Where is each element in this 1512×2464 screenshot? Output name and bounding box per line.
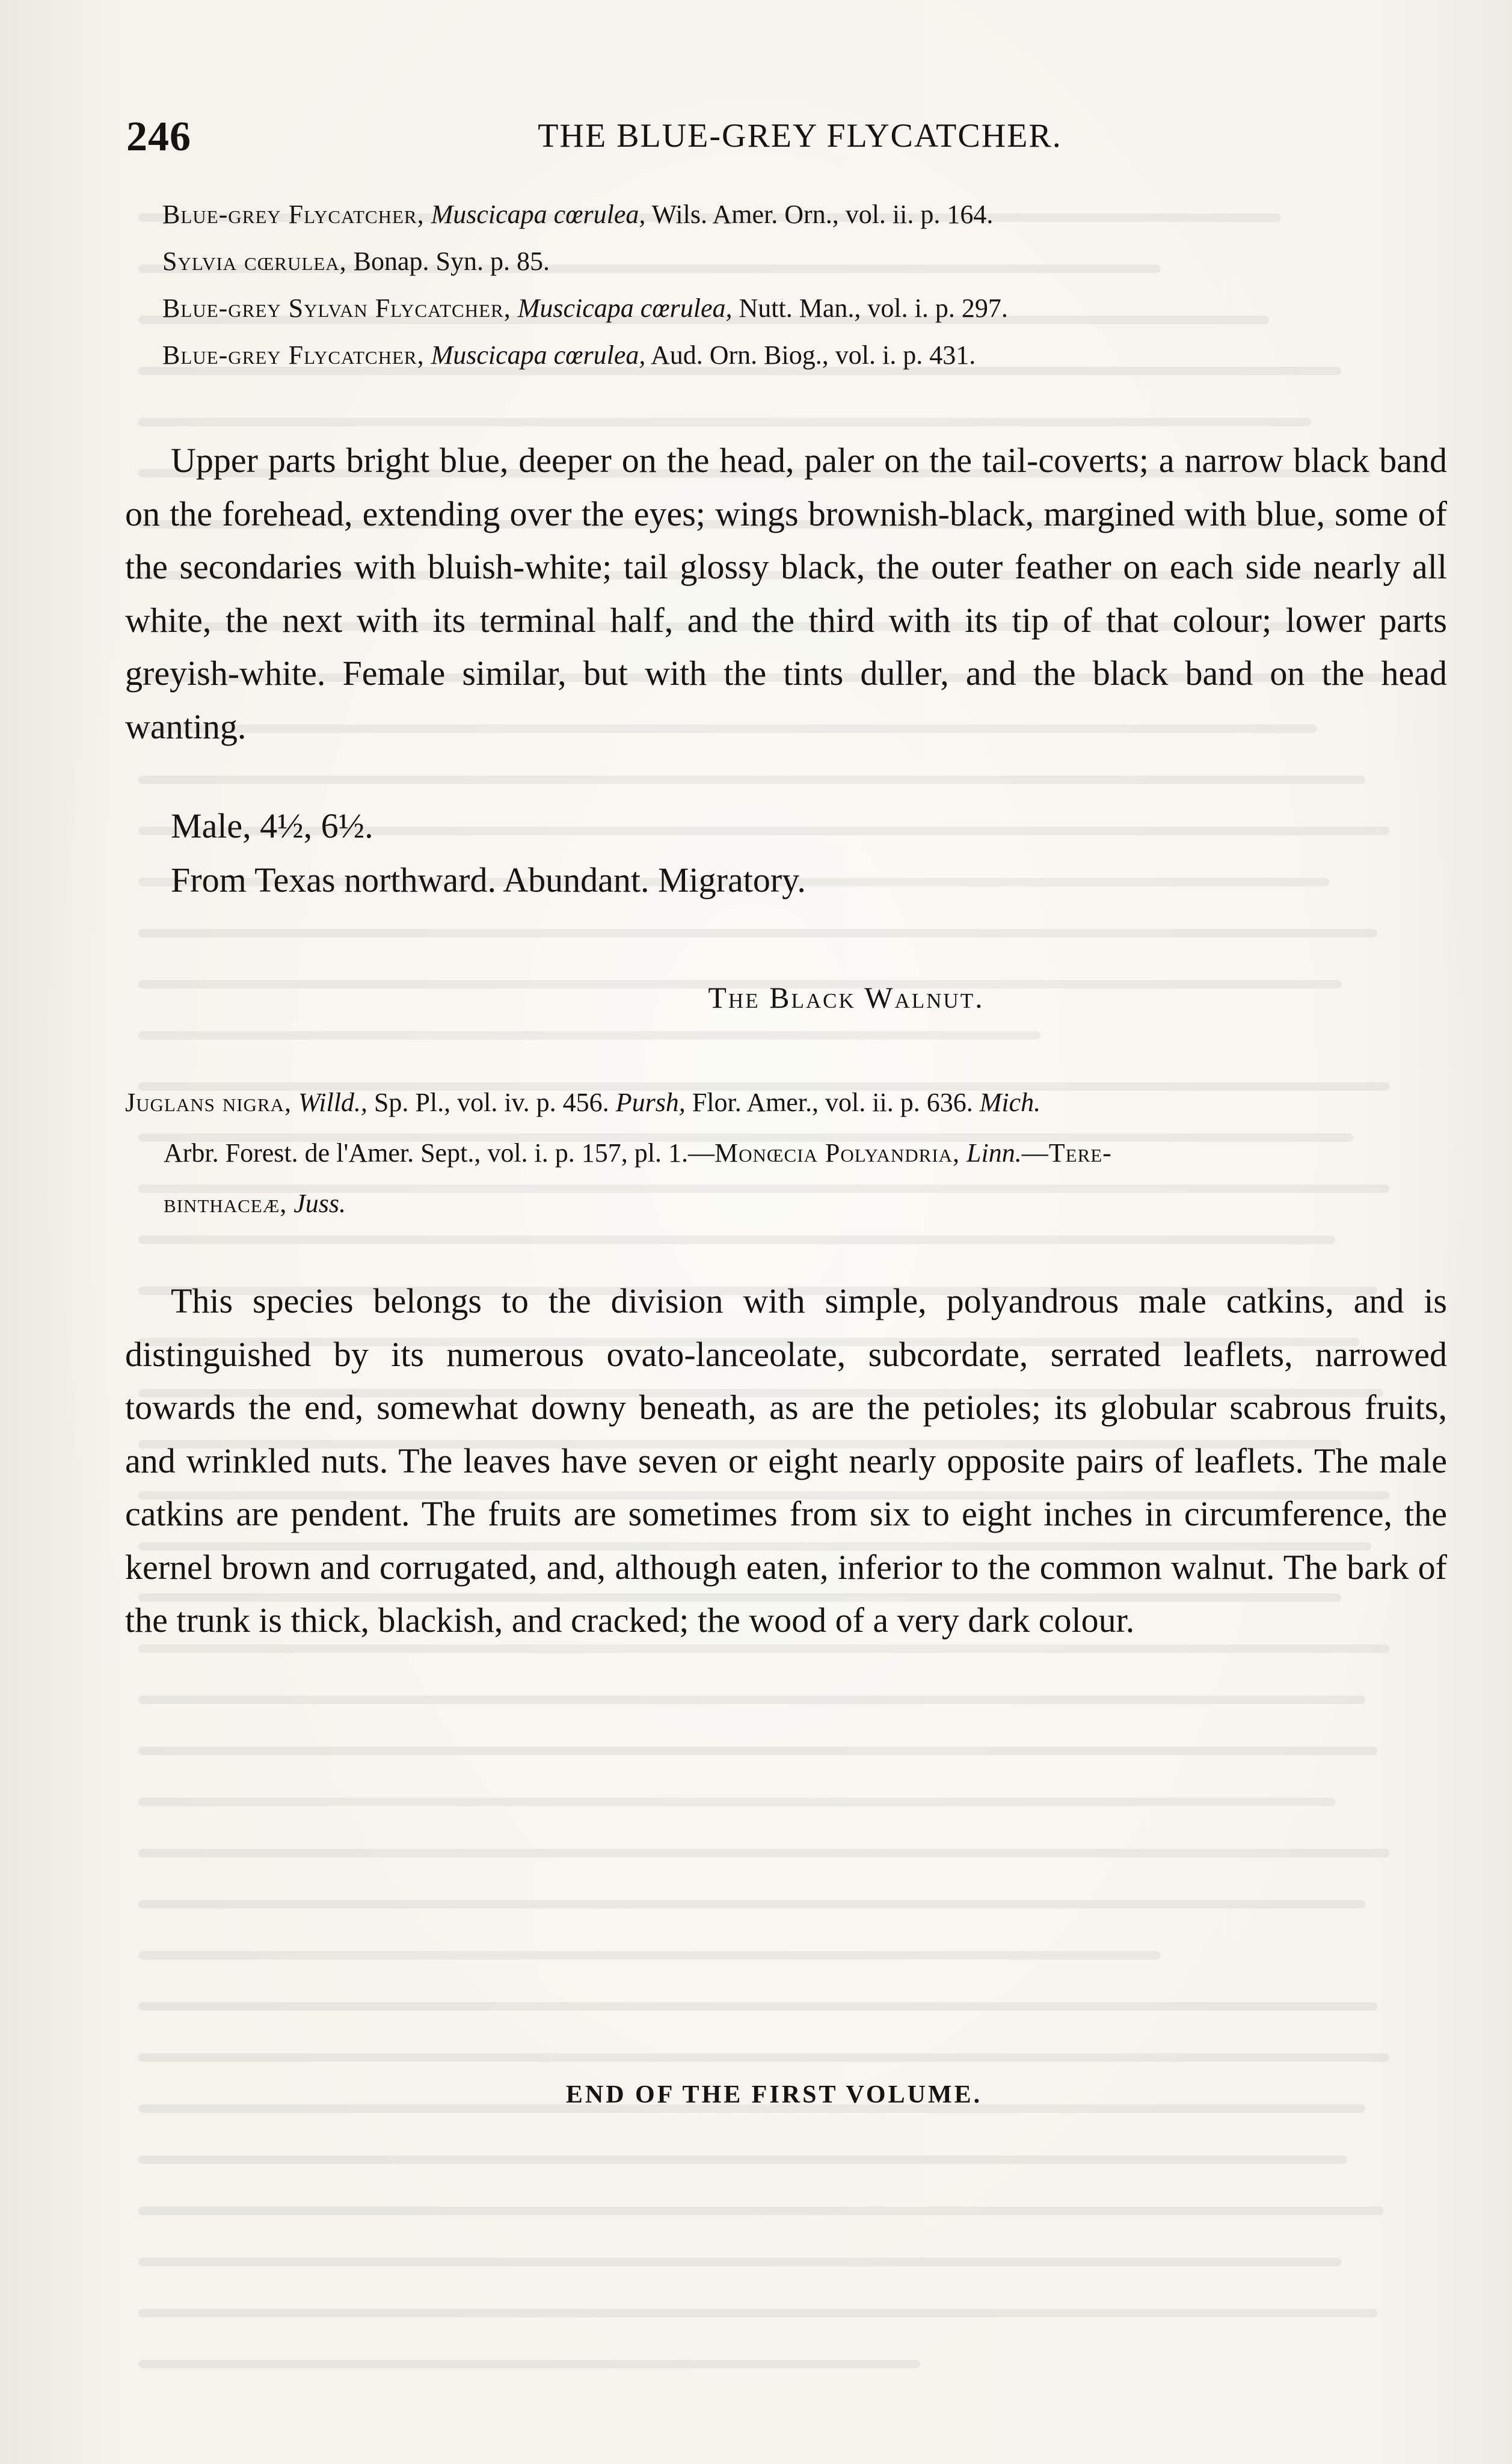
synonym-name: Blue-grey Sylvan Flycatcher, <box>162 293 511 323</box>
walnut-paragraph: This species belongs to the division with simple, polyandrous male catkins, and is distinguished by its numerous ovato-lanceolate, subcordate, serrated leaflets, narrowed towards the end, somewhat downy beneath, as are the petioles; its globular scabrous fruits, and wrinkled nuts. The leaves have seven or eight nearly opposite pairs of leaflets. The male catkins are pendent. The fruits are sometimes from six to eight inches in circumference, the kernel brown and corrugated, and, although eaten, inferior to the common walnut. The bark of the trunk is thick, blackish, and cracked; the wood of a very dark colour. <box>125 1281 1447 1640</box>
synonym-authority: Pursh, <box>615 1088 686 1117</box>
synonym-reference: Bonap. Syn. p. 85. <box>353 247 550 276</box>
synonym-authority: Linn. <box>967 1138 1022 1168</box>
synonym-latin: Muscicapa cœrulea, <box>431 200 646 229</box>
synonym-name: binthaceæ, <box>164 1189 287 1218</box>
walnut-synonym-line <box>125 1178 1447 1229</box>
synonym-line <box>162 238 1425 285</box>
synonym-latin: Muscicapa cœrulea, <box>431 340 646 370</box>
page-number: 246 <box>126 114 191 160</box>
bird-description <box>125 434 1447 753</box>
synonym-name: Juglans nigra, <box>125 1088 292 1117</box>
synonym-reference: Flor. Amer., vol. ii. p. 636. <box>685 1088 980 1117</box>
synonym-reference: Wils. Amer. Orn., vol. ii. p. 164. <box>651 200 994 229</box>
synonym-authority: Mich. <box>979 1088 1041 1117</box>
synonym-reference: Aud. Orn. Biog., vol. i. p. 431. <box>650 340 976 370</box>
end-of-volume-mark: END OF THE FIRST VOLUME. <box>565 2081 983 2109</box>
synonym-name: —Tere- <box>1021 1138 1112 1168</box>
synonym-line <box>162 332 1425 379</box>
synonymy-list <box>162 191 1425 379</box>
walnut-synonym-line <box>125 1128 1447 1178</box>
synonym-name: Sylvia cœrulea, <box>162 247 347 276</box>
geographic-range: From Texas northward. Abundant. Migratory. <box>171 860 806 899</box>
synonym-name: Blue-grey Flycatcher, <box>162 340 425 370</box>
synonym-reference: Sp. Pl., vol. iv. p. 456. <box>367 1088 616 1117</box>
synonym-name: Blue-grey Flycatcher, <box>162 200 425 229</box>
running-head: THE BLUE-GREY FLYCATCHER. <box>538 117 1062 155</box>
synonym-reference: Arbr. Forest. de l'Amer. Sept., vol. i. p. 157, pl. 1.— <box>164 1138 715 1168</box>
section-title: The Black Walnut. <box>708 981 985 1014</box>
measurements: Male, 4½, 6½. <box>171 806 373 845</box>
synonym-latin: Muscicapa cœrulea, <box>517 293 733 323</box>
page-header <box>126 113 1449 160</box>
synonym-line <box>162 285 1425 332</box>
synonym-authority: Willd., <box>298 1088 367 1117</box>
walnut-synonym-line <box>125 1077 1447 1128</box>
walnut-synonymy <box>125 1077 1447 1229</box>
description-paragraph: Upper parts bright blue, deeper on the head, paler on the tail-coverts; a narrow black band on the forehead, extending over the eyes; wings brownish-black, margined with blue, some of the secondaries with bluish-white; tail glossy black, the outer feather on each side nearly all white, the next with its terminal half, and the third with its tip of that colour; lower parts greyish-white. Female similar, but with the tints duller, and the black band on the head wanting. <box>125 441 1447 746</box>
synonym-name: Monœcia Polyandria, <box>715 1138 960 1168</box>
synonym-line <box>162 191 1425 238</box>
walnut-description <box>125 1275 1447 1647</box>
synonym-authority: Juss. <box>293 1189 346 1218</box>
synonym-reference: Nutt. Man., vol. i. p. 297. <box>739 293 1008 323</box>
